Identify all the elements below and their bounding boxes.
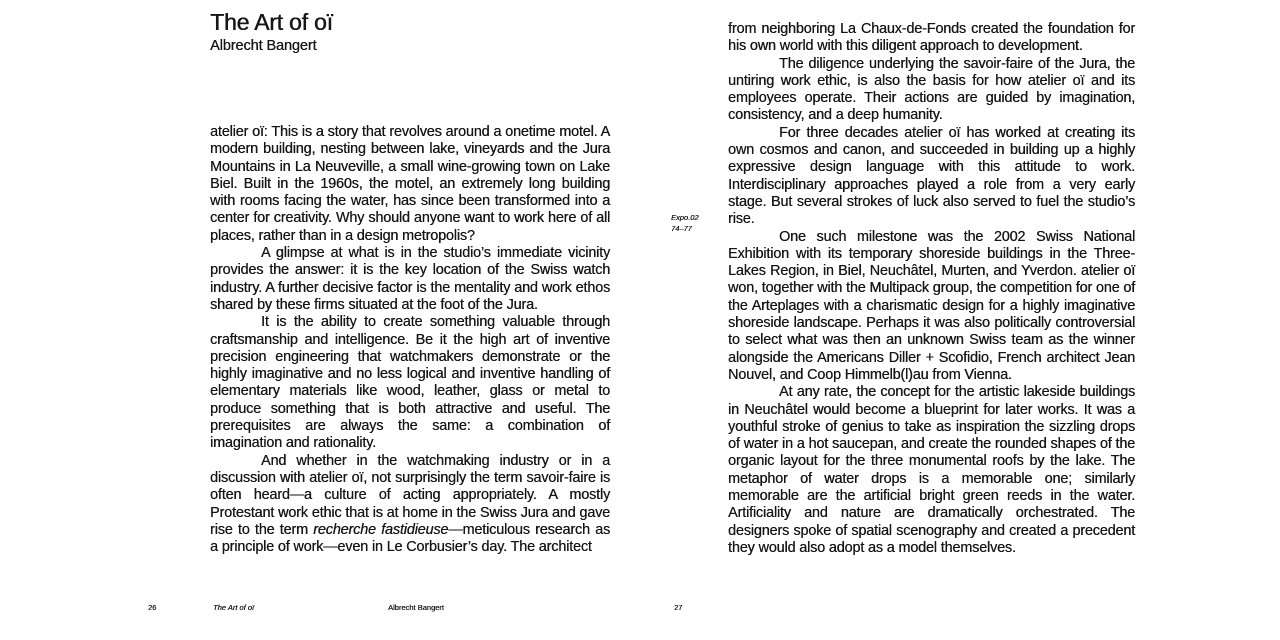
footer-running-author: Albrecht Bangert (388, 603, 444, 612)
chapter-author: Albrecht Bangert (210, 38, 317, 54)
footer-running-title: The Art of oï (213, 603, 254, 612)
text-run: —meticulous research as a principle of work—even in Le Corbusier’s day. The architect (210, 521, 611, 556)
text-run: One such milestone was the 2002 Swiss National Exhibition with its temporary shoreside buildings in the Three-Lakes Region, in Biel, Neuchâtel, Murten, and Yverdon. atelier oï won, together with the Multipack group, the competition for one of the Arteplages with a charismatic design for a highly imaginative shoreside landscape. Perhaps it was also politically controversial to select what was then an unknown Swiss team as the winner alongside the Americans Diller + Scofidio, French architect Jean Nouvel, and Coop Himmelb(l)au from Vienna. (728, 228, 1135, 383)
left-text-column (210, 124, 610, 556)
margin-note (671, 212, 699, 234)
text-run: And whether in the watchmaking industry or in a discussion with atelier oï, not surprisingly the term savoir-faire is often heard—a culture of acting appropriately. A mostly Protestant work ethic that is at home in the Swiss Jura and gave rise to the term (210, 452, 610, 538)
text-run: A glimpse at what is in the studio’s immediate vicinity provides the answer: it is the key location of the Swiss watch industry. A further decisive factor is the mentality and work ethos shared by these firms situated at the foot of the Jura. (210, 245, 610, 313)
body-paragraph (728, 229, 1135, 385)
body-paragraph (210, 245, 610, 314)
margin-note-pages: 74–77 (671, 224, 692, 233)
page-number-right: 27 (674, 603, 683, 612)
page-number-left: 26 (148, 603, 157, 612)
text-run: At any rate, the concept for the artistic lakeside buildings in Neuchâtel would become a blueprint for later works. It was a youthful stroke of genius to take as inspiration the sizzling drops of water in a hot saucepan, and create the rounded shapes of the organic layout for the three monumental roofs by the lake. The metaphor of water drops is a memorable one; similarly memorable are the artificial bright green reeds in the water. Artificiality and nature are dramatically orchestrated. The designers spoke of spatial scenography and created a precedent they would also adopt as a model themselves. (728, 384, 1135, 556)
body-paragraph (210, 314, 610, 452)
body-paragraph (728, 56, 1135, 125)
body-paragraph (728, 125, 1135, 229)
right-text-column (728, 21, 1135, 557)
text-run: It is the ability to create something valuable through craftsmanship and intelligence. Be it the high art of inventive precision engineering that watchmakers demonstrate or the highly imaginative and no less logical and inventive handling of elementary materials like wood, leather, glass or metal to produce something that is both attractive and useful. The prerequisites are always the same: a combination of imagination and rationality. (210, 314, 610, 452)
text-run: The diligence underlying the savoir-faire of the Jura, the untiring work ethic, is also the basis for how atelier oï and its employees operate. Their actions are guided by imagination, consistency, and a deep humanity. (728, 55, 1135, 124)
body-paragraph (210, 124, 610, 245)
chapter-header (210, 9, 333, 55)
text-run: atelier oï: This is a story that revolves around a onetime motel. A modern building, nesting between lake, vineyards and the Jura Mountains in La Neuveville, a small wine-growing town on Lake Biel. Built in the 1960s, the motel, an extremely long building with rooms facing the water, has since been transformed into a center for creativity. Why should anyone want to work here of all places, rather than in a design metropolis? (210, 124, 610, 244)
margin-note-reference: Expo.02 (671, 213, 699, 222)
body-paragraph (210, 453, 610, 557)
body-paragraph (728, 384, 1135, 557)
body-paragraph (728, 21, 1135, 56)
italic-text-run: recherche fastidieuse (313, 521, 449, 538)
text-run: For three decades atelier oï has worked at creating its own cosmos and canon, and succeeded in building up a highly expressive design language with this attitude to work. Interdisciplinary approaches played a role from a very early stage. But several strokes of luck also served to fuel the studio’s rise. (728, 124, 1135, 228)
chapter-title: The Art of oï (210, 9, 333, 35)
text-run: from neighboring La Chaux-de-Fonds created the foundation for his own world with this diligent approach to development. (728, 21, 1135, 55)
